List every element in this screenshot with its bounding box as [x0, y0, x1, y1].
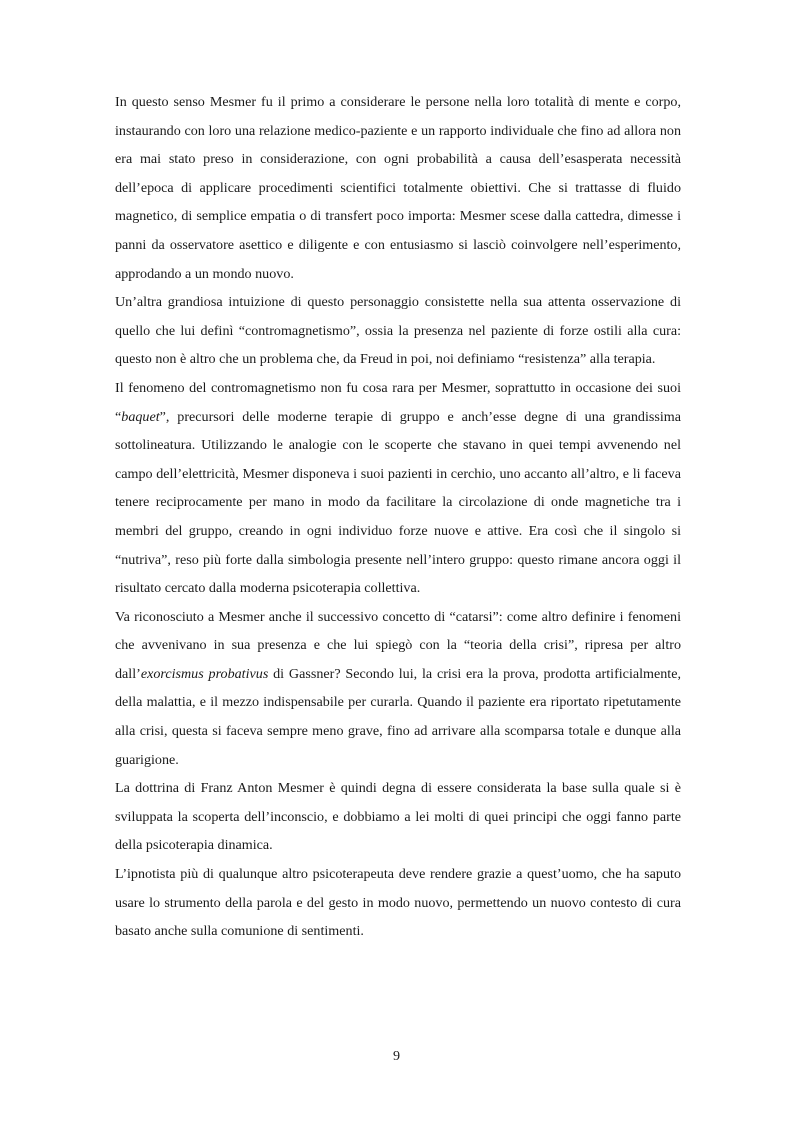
text-run: In questo senso Mesmer fu il primo a considerare le persone nella loro totalità di mente e corpo, instaurando con loro una relazione medico-paziente e un rapporto individuale che fino ad allora non era mai stato preso in considerazione, con ogni probabilità a causa dell’esasperata necessità dell’epoca di applicare procedimenti scientifici totalmente obiettivi. Che si trattasse di fluido magnetico, di semplice empatia o di transfert poco importa: Mesmer scese dalla cattedra, dimesse i panni da osservatore asettico e diligente e con entusiasmo si lasciò coinvolgere nell’esperimento, approdando a un mondo nuovo. — [115, 94, 681, 282]
paragraph — [115, 288, 681, 374]
text-run: di Gassner? Secondo lui, la crisi era la prova, prodotta artificialmente, della malattia, e il mezzo indispensabile per curarla. Quando il paziente era riportato ripetutamente alla crisi, questa si faceva sempre meno grave, fino ad arrivare alla scomparsa totale e dunque alla guarigione. — [115, 665, 681, 768]
text-run: La dottrina di Franz Anton Mesmer è quindi degna di essere considerata la base sulla quale si è sviluppata la scoperta dell’inconscio, e dobbiamo a lei molti di quei principi che oggi fanno parte della psicoterapia dinamica. — [115, 780, 681, 854]
page-number: 9 — [392, 1048, 401, 1064]
text-run: Un’altra grandiosa intuizione di questo personaggio consistette nella sua attenta osservazione di quello che lui definì “contromagnetismo”, ossia la presenza nel paziente di forze ostili alla cura: questo non è altro che un problema che, da Freud in poi, noi definiamo “resistenza” alla terapia. — [115, 294, 681, 368]
text-run: Il fenomeno del contromagnetismo non fu cosa rara per Mesmer, soprattutto in occasione dei suoi “ — [115, 379, 681, 425]
paragraph — [115, 88, 681, 288]
text-run: Va riconosciuto a Mesmer anche il successivo concetto di “catarsi”: come altro definire i fenomeni che avvenivano in sua presenza e che lui spiegò con la “teoria della crisi”, ripresa per altro dall’ — [115, 608, 681, 682]
paragraph — [115, 774, 681, 860]
italic-term: exorcismus probativus — [140, 665, 269, 682]
paragraph — [115, 603, 681, 775]
text-run: L’ipnotista più di qualunque altro psicoterapeuta deve rendere grazie a quest’uomo, che ha saputo usare lo strumento della parola e del gesto in modo nuovo, permettendo un nuovo contesto di cura basato anche sulla comunione di sentimenti. — [115, 866, 681, 940]
body-text — [115, 88, 681, 946]
italic-term: baquet — [121, 408, 160, 425]
text-run: ”, precursori delle moderne terapie di gruppo e anch’esse degne di una grandissima sottolineatura. Utilizzando le analogie con le scoperte che stavano in quei tempi avvenendo nel campo dell’elettricità, Mesmer disponeva i suoi pazienti in cerchio, uno accanto all’altro, e li faceva tenere reciprocamente per mano in modo da facilitare la circolazione di onde magnetiche tra i membri del gruppo, creando in ogni individuo forze nuove e attive. Era così che il singolo si “nutriva”, reso più forte dalla simbologia presente nell’intero gruppo: questo rimane ancora oggi il risultato cercato dalla moderna psicoterapia collettiva. — [115, 408, 681, 597]
paragraph — [115, 860, 681, 946]
paragraph — [115, 374, 681, 603]
